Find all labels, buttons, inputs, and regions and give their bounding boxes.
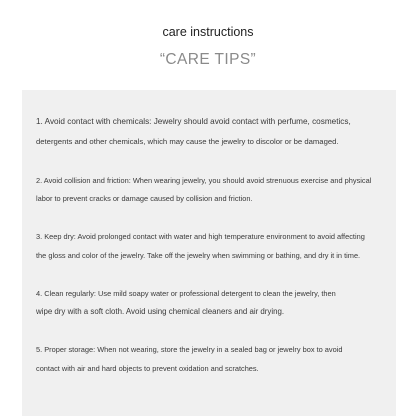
page-title: care instructions [162,25,254,39]
tip-line: labor to prevent cracks or damage caused by collision and friction. [36,194,253,203]
tip-item [36,285,396,322]
tip-line: contact with air and hard objects to prevent oxidation and scratches. [36,363,259,373]
tip-line: wipe dry with a soft cloth. Avoid using chemical cleaners and air drying. [36,307,285,316]
page-subtitle: “CARE TIPS” [159,51,257,68]
tip-item [36,341,396,378]
tip-line: 3. Keep dry: Avoid prolonged contact with water and high temperature environment to avoid affecting [36,232,365,241]
tip-line: 2. Avoid collision and friction: When wearing jewelry, you should avoid strenuous exercise and physical [36,175,372,185]
tip-item [36,228,396,265]
tip-line: 4. Clean regularly: Use mild soapy water or professional detergent to clean the jewelry, then [36,288,336,298]
tip-line: 1. Avoid contact with chemicals: Jewelry should avoid contact with perfume, cosmetics, [36,117,351,126]
tip-line: the gloss and color of the jewelry. Take off the jewelry when swimming or bathing, and dry it in time. [36,250,361,260]
care-tips-panel [22,90,396,416]
tip-item [36,112,396,152]
tip-line: 5. Proper storage: When not wearing, store the jewelry in a sealed bag or jewelry box to avoid [36,345,343,354]
tip-line: detergents and other chemicals, which may cause the jewelry to discolor or be damaged. [36,137,339,146]
tip-item [36,172,396,209]
